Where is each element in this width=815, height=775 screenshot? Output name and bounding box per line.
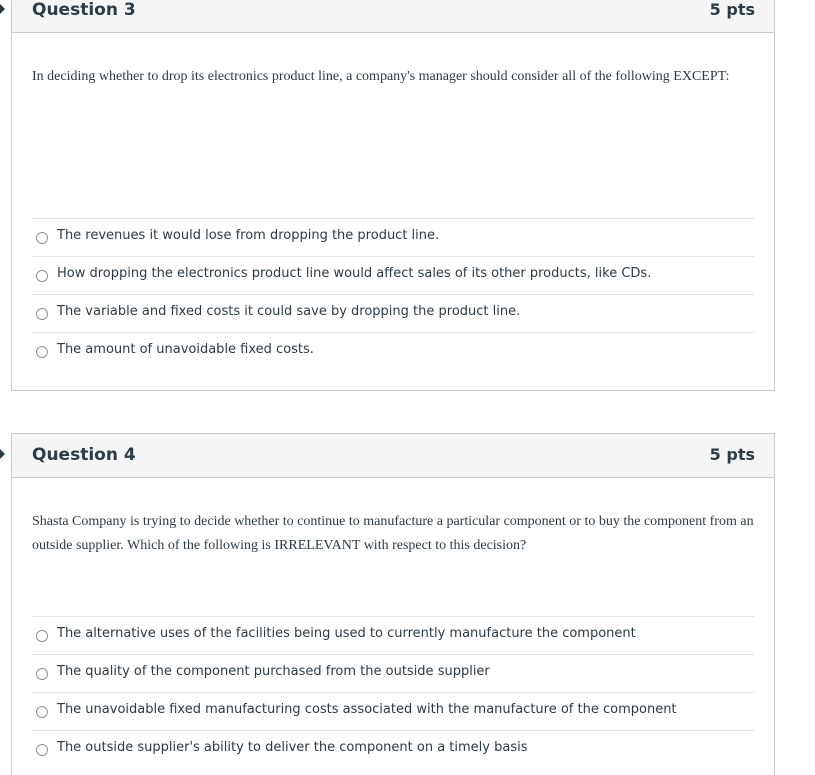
answer-option[interactable] xyxy=(32,692,754,730)
radio-button[interactable] xyxy=(36,308,48,320)
radio-button[interactable] xyxy=(36,744,48,756)
answer-label[interactable]: The quality of the component purchased from the outside supplier xyxy=(57,664,490,679)
question-text: In deciding whether to drop its electronics product line, a company's manager should consider all of the following EXCEPT: xyxy=(32,69,730,84)
answer-label[interactable]: The revenues it would lose from dropping the product line. xyxy=(57,228,440,243)
answer-label[interactable]: The alternative uses of the facilities being used to currently manufacture the component xyxy=(57,626,636,641)
question-card-4 xyxy=(11,433,775,775)
answer-label[interactable]: The unavoidable fixed manufacturing costs associated with the manufacture of the component xyxy=(57,702,677,717)
radio-button[interactable] xyxy=(36,706,48,718)
answer-option[interactable] xyxy=(32,332,754,370)
radio-button[interactable] xyxy=(36,270,48,282)
question-points: 5 pts xyxy=(709,445,755,464)
answer-label[interactable]: How dropping the electronics product line would affect sales of its other products, like CDs. xyxy=(57,266,652,281)
answer-label[interactable]: The variable and fixed costs it could save by dropping the product line. xyxy=(57,304,521,319)
answer-label[interactable]: The amount of unavoidable fixed costs. xyxy=(57,342,314,357)
answer-list xyxy=(32,218,754,370)
question-title: Question 4 xyxy=(32,445,136,465)
question-header xyxy=(12,434,774,478)
radio-button[interactable] xyxy=(36,630,48,642)
answer-option[interactable] xyxy=(32,654,754,692)
answer-option[interactable] xyxy=(32,616,754,654)
answer-label[interactable]: The outside supplier's ability to deliver the component on a timely basis xyxy=(57,740,528,755)
question-flag-icon[interactable] xyxy=(0,449,5,459)
radio-button[interactable] xyxy=(36,232,48,244)
question-points: 5 pts xyxy=(709,0,755,19)
question-text: Shasta Company is trying to decide whether to continue to manufacture a particular component or to buy the component from an outside supplier. Which of the following is IRRELEVANT with respect to this decision? xyxy=(32,514,754,553)
answer-option[interactable] xyxy=(32,730,754,768)
answer-option[interactable] xyxy=(32,256,754,294)
question-flag-icon[interactable] xyxy=(0,4,5,14)
radio-button[interactable] xyxy=(36,346,48,358)
answer-option[interactable] xyxy=(32,294,754,332)
answer-option[interactable] xyxy=(32,218,754,256)
question-header xyxy=(12,0,774,33)
question-title: Question 3 xyxy=(32,0,136,20)
question-card-3 xyxy=(11,0,775,391)
radio-button[interactable] xyxy=(36,668,48,680)
answer-list xyxy=(32,616,754,768)
